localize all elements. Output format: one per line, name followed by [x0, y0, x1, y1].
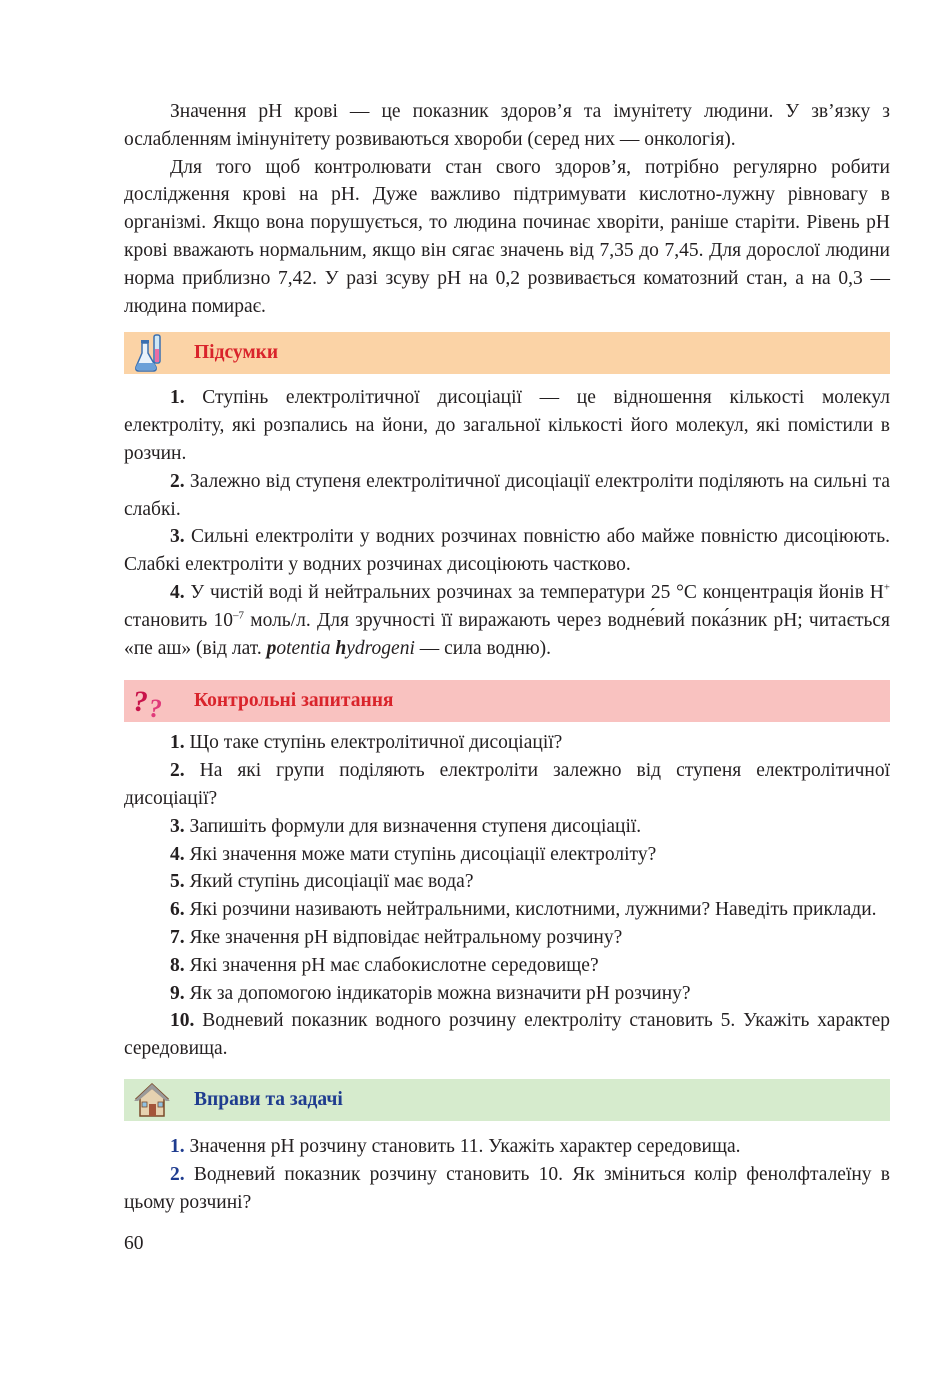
house-icon: [132, 1080, 172, 1120]
question-item: 6. Які розчини називають нейтральними, кислотними, лужними? Наведіть приклади.: [170, 899, 877, 921]
summary-list: [124, 384, 890, 662]
exercises-list: [124, 1133, 890, 1216]
summary-header: [124, 332, 890, 374]
intro-paragraph-1: Значення pH крові — це показник здоров’я та імунітету людини. У зв’язку з ослабленням імінунітету розвиваються хвороби (серед них — онкологія).: [124, 101, 890, 150]
svg-text:?: ?: [149, 694, 162, 722]
page-number: 60: [124, 1233, 144, 1254]
question-item: 3. Запишіть формули для визначення ступеня дисоціації.: [170, 815, 642, 837]
question-item: 1. Що таке ступінь електролітичної дисоціації?: [170, 732, 563, 754]
exercises-header: [124, 1079, 890, 1121]
summary-title: Підсумки: [194, 342, 279, 364]
page-content: [124, 98, 890, 1216]
exercise-item: 2. Водневий показник розчину становить 10. Як зміниться колір фенолфталеїну в цьому розчині?: [124, 1163, 890, 1213]
flask-icon: [132, 333, 172, 373]
svg-text:?: ?: [133, 685, 148, 719]
questions-list: [124, 729, 890, 1063]
questions-title: Контрольні запитання: [194, 690, 394, 712]
exercises-title: Вправи та задачі: [194, 1088, 343, 1110]
question-item: 8. Які значення pH має слабокислотне середовище?: [170, 954, 599, 976]
summary-item-1: 1. Ступінь електролітичної дисоціації — це відношення кількості молекул електроліту, які розпались на йони, до загальної кількості його молекул, які помістили в розчин.: [124, 387, 890, 464]
question-item: 7. Яке значення pH відповідає нейтральному розчину?: [170, 926, 623, 948]
intro-paragraph-2: Для того щоб контролювати стан свого здоров’я, потрібно регулярно робити дослідження крові на pH. Дуже важливо підтримувати кислотно-лужну рівновагу в організмі. Якщо вона порушується, то людина починає хворіти, раніше старіти. Рівень pH крові вважають нормальним, якщо він сягає значень від 7,35 до 7,45. Для дорослої людини норма приблизно 7,42. У разі зсуву pH на 0,2 розвивається коматозний стан, а на 0,3 — людина помирає.: [124, 156, 890, 317]
summary-item-4: 4. У чистій воді й нейтральних розчинах за температури 25 °С концентрація йонів Н+ становить $10^{-7}$ моль/л. Для зручності її виражають через водне́вий пока́зник pH; читається «пе аш» (від лат. potentia hydrogeni — сила водню).: [124, 581, 890, 659]
question-item: 5. Який ступінь дисоціації має вода?: [170, 871, 474, 893]
question-item: 2. На які групи поділяють електроліти залежно від ступеня електролітичної дисоціації?: [124, 760, 890, 809]
question-item: 4. Які значення може мати ступінь дисоціації електроліту?: [170, 843, 657, 865]
questions-header: [124, 680, 890, 722]
question-item: 10. Водневий показник водного розчину електроліту становить 5. Укажіть характер середовища.: [124, 1010, 890, 1060]
summary-item-2: 2. Залежно від ступеня електролітичної дисоціації електроліти поділяють на сильні та слабкі.: [124, 470, 890, 520]
question-marks-icon: [132, 681, 172, 721]
summary-item-3: 3. Сильні електроліти у водних розчинах повністю або майже повністю дисоціюють. Слабкі електроліти у водних розчинах дисоціюють частково.: [124, 526, 890, 576]
question-item: 9. Як за допомогою індикаторів можна визначити pH розчину?: [170, 982, 691, 1004]
exercise-item: 1. Значення pH розчину становить 11. Укажіть характер середовища.: [170, 1135, 741, 1157]
